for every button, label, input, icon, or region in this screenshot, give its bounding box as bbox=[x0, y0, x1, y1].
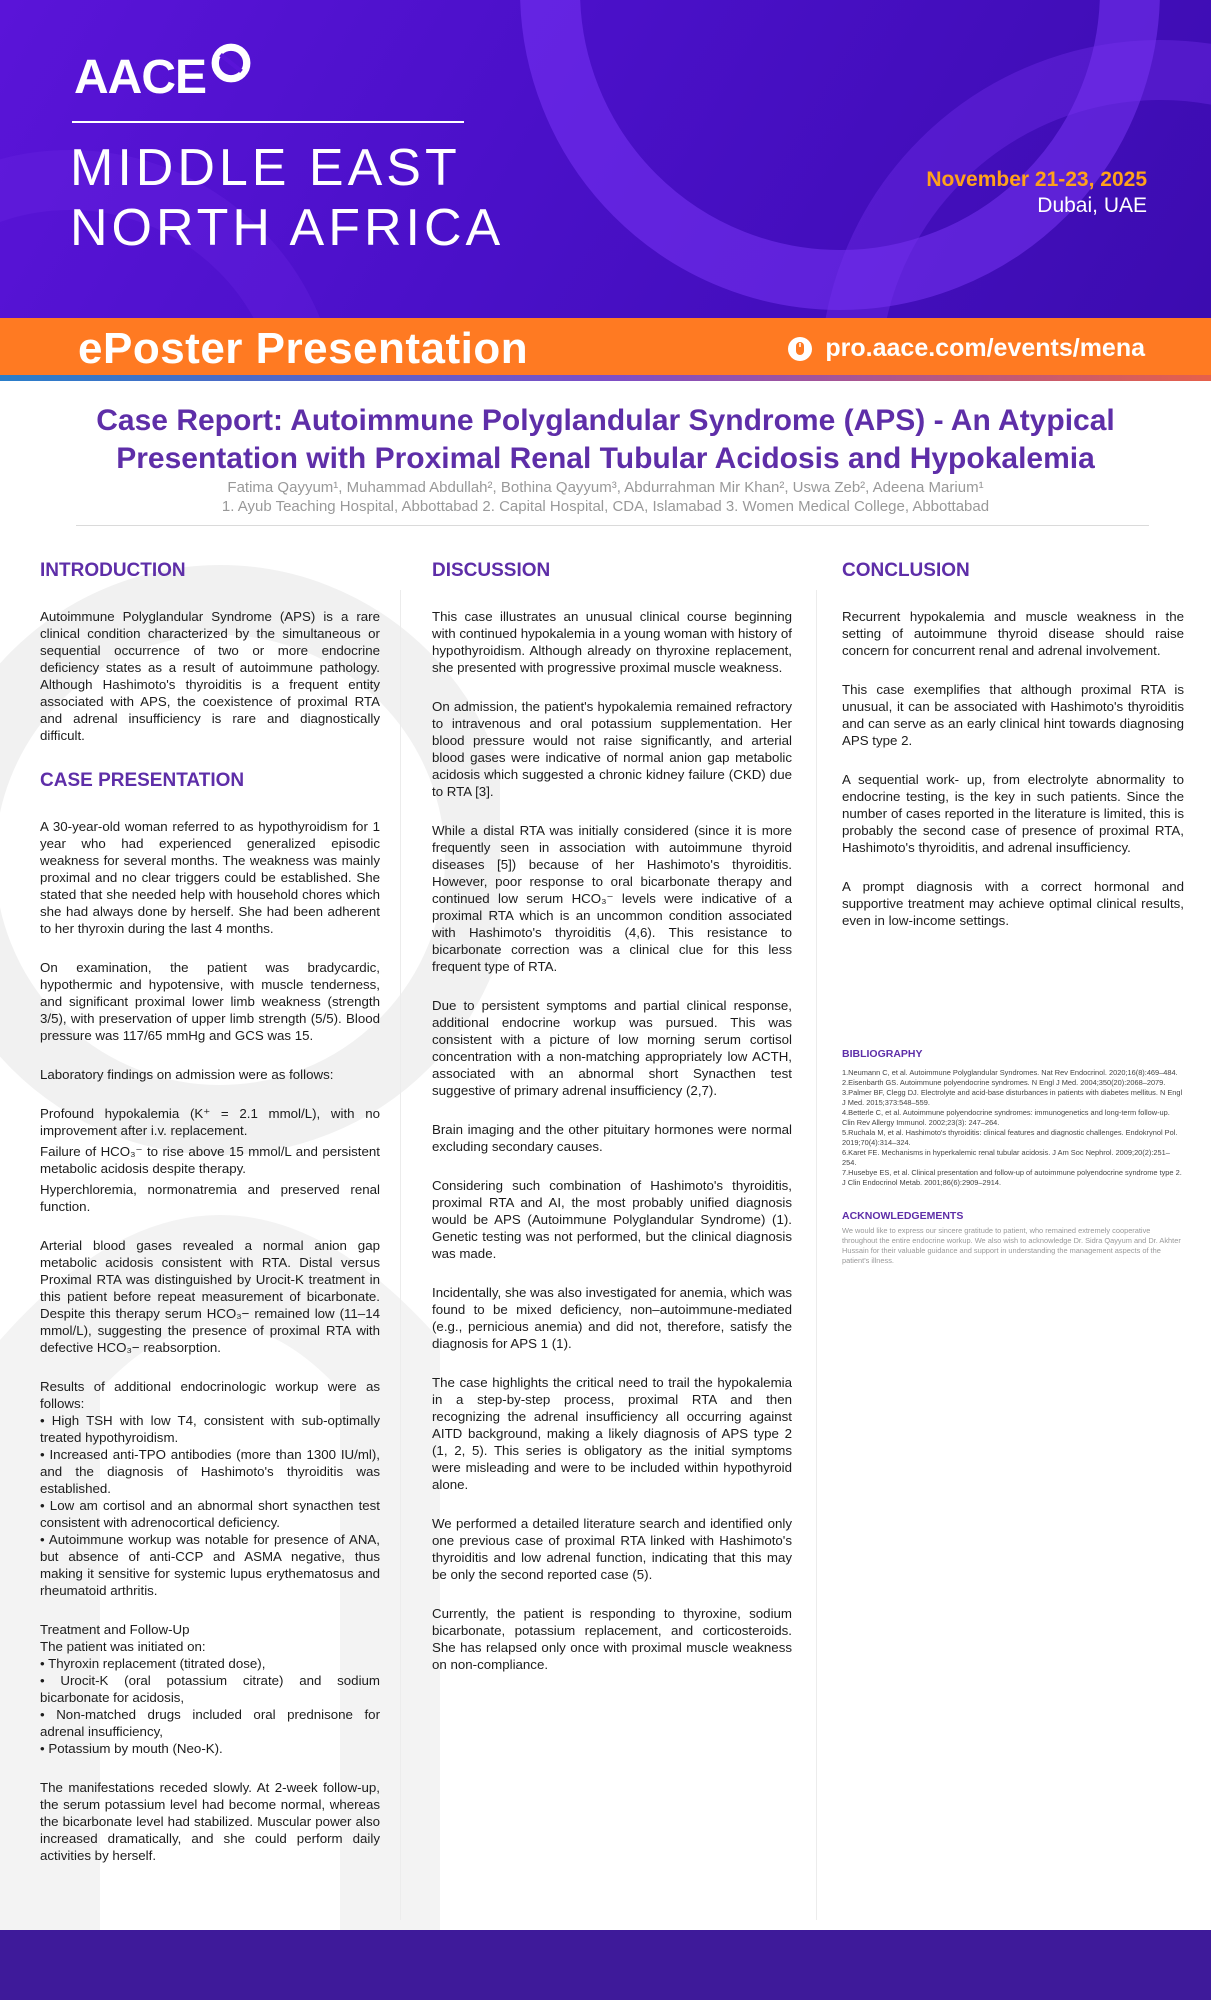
region-line-1: MIDDLE EAST bbox=[70, 139, 461, 197]
poster-title: Case Report: Autoimmune Polyglandular Syndrome (APS) - An Atypical Presentation with Proximal Renal Tubular Acidosis and Hypokalemia bbox=[96, 404, 1115, 475]
case-paragraph: Laboratory findings on admission were as follows: bbox=[40, 1067, 334, 1082]
acknowledgements-text: We would like to express our sincere gratitude to patient, who remained extremely cooperative throughout the entire endocrine workup. We also wish to acknowledge Dr. Sidra Qayyum and Dr. Akhter Hussain for their valuable guidance and support in understanding the management aspects of the patient's illness. bbox=[842, 1226, 1181, 1265]
reference-item: 5.Ruchala M, et al. Hashimoto's thyroiditis: clinical features and diagnostic challenges. Endokrynol Pol. 2019;70(4):314–324. bbox=[842, 1128, 1178, 1147]
discussion-paragraph: Considering such combination of Hashimoto's thyroiditis, proximal RTA and AI, the most probably unified diagnosis would be APS (Autoimmune Polyglandular Syndrome) (1). Genetic testing was not performed, but the clinical diagnosis was made. bbox=[432, 1178, 792, 1261]
accent-stripe bbox=[0, 375, 1211, 381]
bibliography-heading: BIBLIOGRAPHY bbox=[842, 1048, 923, 1060]
discussion-paragraph: Incidentally, she was also investigated for anemia, which was found to be mixed deficiency, non–autoimmune-mediated (e.g., pernicious anemia) and did not, therefore, satisfy the diagnosis for APS 1 (1). bbox=[432, 1285, 792, 1351]
reference-item: 4.Betterle C, et al. Autoimmune polyendocrine syndromes: immunogenetics and long-term follow-up. Clin Rev Allergy Immunol. 2002;23(3): 247–264. bbox=[842, 1108, 1170, 1127]
aace-logo bbox=[74, 50, 252, 105]
treatment-item: • Urocit-K (oral potassium citrate) and sodium bicarbonate for acidosis, bbox=[40, 1673, 380, 1705]
region-line-2: NORTH AFRICA bbox=[70, 199, 505, 257]
conclusion-heading: CONCLUSION bbox=[842, 560, 970, 581]
introduction-heading: INTRODUCTION bbox=[40, 560, 186, 581]
title-divider bbox=[76, 525, 1149, 526]
logo-divider bbox=[72, 121, 464, 123]
event-location: Dubai, UAE bbox=[1037, 194, 1147, 217]
discussion-paragraph: Brain imaging and the other pituitary hormones were normal excluding secondary causes. bbox=[432, 1122, 792, 1154]
reference-item: 1.Neumann C, et al. Autoimmune Polyglandular Syndromes. Nat Rev Endocrinol. 2020;16(8):469–484. bbox=[842, 1068, 1178, 1077]
logo-wordmark: AACE bbox=[74, 51, 207, 104]
mouse-icon bbox=[787, 336, 813, 362]
column-divider bbox=[816, 590, 817, 1920]
reference-item: 7.Husebye ES, et al. Clinical presentation and follow-up of autoimmune polyendocrine syndrome type 2. J Clin Endocrinol Metab. 2001;86(6):2909–2914. bbox=[842, 1168, 1182, 1187]
discussion-paragraph: We performed a detailed literature search and identified only one previous case of proximal RTA linked with Hashimoto's thyroiditis and low adrenal function, indicating that this may be only the second reported case (5). bbox=[432, 1516, 792, 1582]
treatment-item: • Potassium by mouth (Neo-K). bbox=[40, 1741, 223, 1756]
case-paragraph: Arterial blood gases revealed a normal anion gap metabolic acidosis consistent with RTA. Distal versus Proximal RTA was distinguished by Urocit-K treatment in this patient before repeat measurement of bicarbonate. Despite this therapy serum HCO₃− remained low (11–14 mmol/L), suggesting the presence of proximal RTA with defective HCO₃− reabsorption. bbox=[40, 1238, 380, 1355]
reference-item: 2.Eisenbarth GS. Autoimmune polyendocrine syndromes. N Engl J Med. 2004;350(20):2068–2079. bbox=[842, 1078, 1166, 1087]
discussion-paragraph: On admission, the patient's hypokalemia remained refractory to intravenous and oral potassium supplementation. Her blood pressure would not raise significantly, and arterial blood gases were indicative of normal anion gap metabolic acidosis which suggested a chronic kidney failure (CKD) due to RTA [3]. bbox=[432, 699, 792, 799]
acknowledgements-heading: ACKNOWLEDGEMENTS bbox=[842, 1210, 964, 1222]
lab-finding: Profound hypokalemia (K⁺ = 2.1 mmol/L), with no improvement after i.v. replacement. bbox=[40, 1106, 380, 1138]
treatment-item: • Thyroxin replacement (titrated dose), bbox=[40, 1656, 266, 1671]
treatment-heading: Treatment and Follow-Up bbox=[40, 1622, 190, 1637]
region-title bbox=[70, 138, 504, 258]
author-list: Fatima Qayyum¹, Muhammad Abdullah², Bothina Qayyum³, Abdurrahman Mir Khan², Uswa Zeb², Adeena Marium¹ bbox=[227, 479, 984, 496]
conclusion-paragraph: This case exemplifies that although proximal RTA is unusual, it can be associated with Hashimoto's thyroiditis and can serve as an early clinical hint towards diagnosing APS type 2. bbox=[842, 682, 1184, 748]
reference-item: 6.Karet FE. Mechanisms in hyperkalemic renal tubular acidosis. J Am Soc Nephrol. 2009;20(2):251–254. bbox=[842, 1148, 1170, 1167]
conclusion-paragraph: Recurrent hypokalemia and muscle weakness in the setting of autoimmune thyroid disease should raise concern for concurrent renal and adrenal involvement. bbox=[842, 609, 1184, 658]
event-url-text[interactable]: pro.aace.com/events/mena bbox=[825, 334, 1145, 362]
bibliography-section bbox=[842, 1048, 1184, 1266]
workup-item: • Low am cortisol and an abnormal short synacthen test consistent with adrenocortical deficiency. bbox=[40, 1498, 380, 1530]
workup-item: • Increased anti-TPO antibodies (more than 1300 IU/ml), and the diagnosis of Hashimoto's thyroiditis was established. bbox=[40, 1447, 380, 1496]
discussion-paragraph: Due to persistent symptoms and partial clinical response, additional endocrine workup was pursued. This was consistent with a picture of low morning serum cortisol concentration with a non-matching appropriately low ACTH, associated with an abnormal short Synacthen test suggestive of primary adrenal insufficiency (2,7). bbox=[432, 998, 792, 1098]
discussion-paragraph: While a distal RTA was initially considered (since it is more frequently seen in association with autoimmune thyroid diseases [5]) because of her Hashimoto's thyroiditis. However, poor response to oral bicarbonate therapy and continued low serum HCO₃⁻ levels were indicative of a proximal RTA which is an uncommon condition associated with Hashimoto's thyroiditis (4,6). This resistance to bicarbonate correction was a clinical clue for this less frequent type of RTA. bbox=[432, 823, 792, 974]
middle-column bbox=[432, 560, 792, 1695]
left-column bbox=[40, 560, 380, 1886]
event-date: November 21-23, 2025 bbox=[926, 168, 1147, 191]
header-banner bbox=[0, 0, 1211, 318]
workup-item: • Autoimmune workup was notable for presence of ANA, but absence of anti-CCP and ASMA negative, thus making it sensitive for systemic lupus erythematosus and rheumatoid arthritis. bbox=[40, 1532, 380, 1598]
eposter-label: ePoster Presentation bbox=[78, 324, 529, 373]
authors-block bbox=[60, 478, 1151, 516]
lab-finding: Failure of HCO₃⁻ to rise above 15 mmol/L and persistent metabolic acidosis despite therapy. bbox=[40, 1144, 380, 1176]
conclusion-paragraph: A prompt diagnosis with a correct hormonal and supportive treatment may achieve optimal clinical results, even in low-income settings. bbox=[842, 879, 1184, 928]
discussion-paragraph: Currently, the patient is responding to thyroxine, sodium bicarbonate, potassium replacement, and corticosteroids. She has relapsed only once with proximal muscle weakness on non-compliance. bbox=[432, 1606, 792, 1672]
treatment-item: • Non-matched drugs included oral prednisone for adrenal insufficiency, bbox=[40, 1707, 380, 1739]
right-column bbox=[842, 560, 1184, 951]
case-paragraph: On examination, the patient was bradycardic, hypothermic and hypotensive, with muscle tenderness, and significant proximal lower limb weakness (strength 3/5), with preservation of upper limb strength (5/5). Blood pressure was 117/65 mmHg and GCS was 15. bbox=[40, 960, 380, 1043]
discussion-paragraph: This case illustrates an unusual clinical course beginning with continued hypokalemia in a young woman with history of hypothyroidism. Although already on thyroxine replacement, she presented with progressive proximal muscle weakness. bbox=[432, 609, 792, 675]
case-heading: CASE PRESENTATION bbox=[40, 770, 245, 791]
case-paragraph: Results of additional endocrinologic workup were as follows: bbox=[40, 1379, 380, 1411]
reference-item: 3.Palmer BF, Clegg DJ. Electrolyte and acid-base disturbances in patients with diabetes mellitus. N Engl J Med. 2015;373:548–559. bbox=[842, 1088, 1183, 1107]
treatment-intro: The patient was initiated on: bbox=[40, 1639, 206, 1654]
affiliations: 1. Ayub Teaching Hospital, Abbottabad 2. Capital Hospital, CDA, Islamabad 3. Women Medical College, Abbottabad bbox=[221, 498, 990, 515]
footer-bar bbox=[0, 1930, 1211, 2000]
event-url[interactable] bbox=[787, 334, 1145, 363]
case-paragraph: The manifestations receded slowly. At 2-week follow-up, the serum potassium level had become normal, whereas the bicarbonate level had stabilized. Muscular power also increased dramatically, and she could perform daily activities by herself. bbox=[40, 1780, 380, 1863]
workup-item: • High TSH with low T4, consistent with sub-optimally treated hypothyroidism. bbox=[40, 1413, 380, 1445]
discussion-heading: DISCUSSION bbox=[432, 560, 551, 581]
discussion-paragraph: The case highlights the critical need to trail the hypokalemia in a step-by-step process, proximal RTA and then recognizing the adrenal insufficiency all occurring against AITD background, making a likely diagnosis of APS type 2 (1, 2, 5). This series is obligatory as the initial symptoms were misleading and were to be included within hypothyroid alone. bbox=[432, 1375, 792, 1492]
lab-finding: Hyperchloremia, normonatremia and preserved renal function. bbox=[40, 1182, 380, 1214]
logo-ribbon-icon bbox=[210, 42, 252, 84]
conclusion-paragraph: A sequential work- up, from electrolyte abnormality to endocrine testing, is the key in such patients. Since the number of cases reported in the literature is limited, this is probably the second case of presence of proximal RTA, Hashimoto's thyroiditis, and adrenal insufficiency. bbox=[842, 772, 1184, 855]
column-divider bbox=[400, 590, 401, 1920]
case-paragraph: A 30-year-old woman referred to as hypothyroidism for 1 year who had experienced generalized episodic weakness for several months. The weakness was mainly proximal and no clear triggers could be established. She stated that she needed help with household chores which she had always done by herself. She had been adherent to her thyroxin during the last 4 months. bbox=[40, 819, 380, 936]
introduction-text: Autoimmune Polyglandular Syndrome (APS) is a rare clinical condition characterized by the simultaneous or sequential occurrence of two or more endocrine deficiency states as a result of autoimmune pathology. Although Hashimoto's thyroiditis is a frequent entity associated with APS, the coexistence of proximal RTA and adrenal insufficiency is rare and diagnostically difficult. bbox=[40, 609, 380, 743]
